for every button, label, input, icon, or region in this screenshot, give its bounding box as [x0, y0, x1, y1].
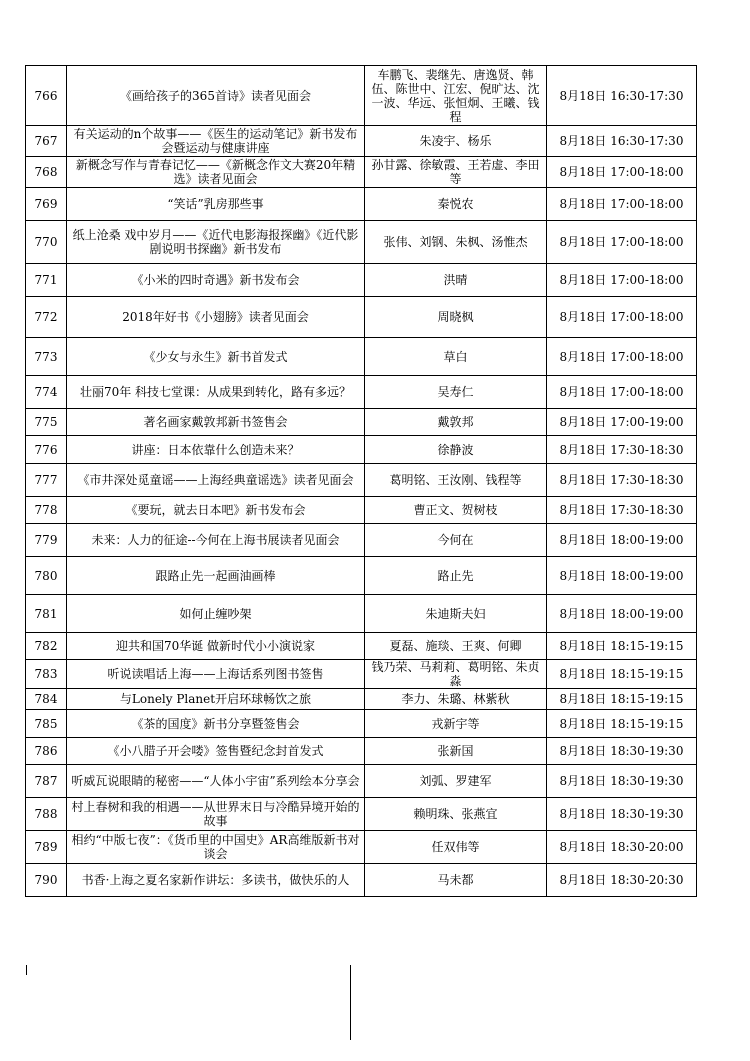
event-guests: 赖明珠、张燕宜 [365, 798, 547, 831]
event-title: 书香·上海之夏名家新作讲坛：多读书，做快乐的人 [67, 864, 365, 897]
event-guests: 李力、朱璐、林紫秋 [365, 689, 547, 710]
row-number: 788 [26, 798, 67, 831]
event-time: 8月18日 17:00-18:00 [547, 188, 697, 221]
event-time: 8月18日 16:30-17:30 [547, 126, 697, 157]
event-title: 相约“中版七夜”：《货币里的中国史》AR高维版新书对谈会 [67, 831, 365, 864]
event-guests: 戴敦邦 [365, 409, 547, 436]
row-number: 778 [26, 497, 67, 524]
row-number: 789 [26, 831, 67, 864]
event-guests: 路止先 [365, 557, 547, 595]
row-number: 780 [26, 557, 67, 595]
event-time: 8月18日 18:15-19:15 [547, 633, 697, 660]
event-title: 新概念写作与青春记忆——《新概念作文大赛20年精选》读者见面会 [67, 157, 365, 188]
event-guests: 曹正文、贺树枝 [365, 497, 547, 524]
event-title: 《画给孩子的365首诗》读者见面会 [67, 66, 365, 126]
event-guests: 刘弧、罗建军 [365, 765, 547, 798]
event-title: 《市井深处觅童谣——上海经典童谣选》读者见面会 [67, 464, 365, 497]
event-title: 听说读唱话上海——上海话系列图书签售 [67, 660, 365, 689]
table-row [26, 689, 697, 710]
event-title: 《少女与永生》新书首发式 [67, 338, 365, 376]
event-title: 著名画家戴敦邦新书签售会 [67, 409, 365, 436]
event-title: 听威瓦说眼睛的秘密——“人体小宇宙”系列绘本分享会 [67, 765, 365, 798]
table-row [26, 464, 697, 497]
event-title: 壮丽70年 科技七堂课：从成果到转化，路有多远？ [67, 376, 365, 409]
event-guests: 张伟、刘钢、朱枫、汤惟杰 [365, 221, 547, 264]
row-number: 785 [26, 710, 67, 738]
table-row [26, 157, 697, 188]
row-number: 768 [26, 157, 67, 188]
event-time: 8月18日 17:30-18:30 [547, 497, 697, 524]
row-number: 777 [26, 464, 67, 497]
row-number: 784 [26, 689, 67, 710]
event-title: 与Lonely Planet开启环球畅饮之旅 [67, 689, 365, 710]
row-number: 776 [26, 436, 67, 464]
event-title: 村上春树和我的相遇——从世界末日与冷酷异境开始的故事 [67, 798, 365, 831]
row-number: 779 [26, 524, 67, 557]
event-time: 8月18日 17:00-18:00 [547, 264, 697, 297]
table-row [26, 409, 697, 436]
table-row [26, 798, 697, 831]
table-row [26, 864, 697, 897]
table-row [26, 831, 697, 864]
event-guests: 葛明铭、王汝刚、钱程等 [365, 464, 547, 497]
event-guests: 车鹏飞、裴继先、唐逸贤、韩伍、陈世中、江宏、倪旷达、沈一波、华远、张恒炯、王曦、钱程 [365, 66, 547, 126]
event-title: 《小米的四时奇遇》新书发布会 [67, 264, 365, 297]
table-row [26, 66, 697, 126]
row-number: 766 [26, 66, 67, 126]
event-time: 8月18日 18:30-20:30 [547, 864, 697, 897]
table-row [26, 633, 697, 660]
event-time: 8月18日 17:00-18:00 [547, 338, 697, 376]
row-number: 767 [26, 126, 67, 157]
event-guests: 孙甘露、徐敏霞、王若虚、李田等 [365, 157, 547, 188]
event-time: 8月18日 18:15-19:15 [547, 660, 697, 689]
row-number: 769 [26, 188, 67, 221]
event-guests: 朱迪斯夫妇 [365, 595, 547, 633]
table-row [26, 497, 697, 524]
event-guests: 今何在 [365, 524, 547, 557]
event-guests: 徐静波 [365, 436, 547, 464]
event-time: 8月18日 18:30-19:30 [547, 738, 697, 765]
event-guests: 朱凌宇、杨乐 [365, 126, 547, 157]
table-row [26, 338, 697, 376]
row-number: 772 [26, 297, 67, 338]
event-guests: 吴寿仁 [365, 376, 547, 409]
table-row [26, 126, 697, 157]
event-time: 8月18日 17:30-18:30 [547, 436, 697, 464]
event-title: 未来：人力的征途--今何在上海书展读者见面会 [67, 524, 365, 557]
table-column-divider [350, 965, 351, 1040]
event-title: “笑话”乳房那些事 [67, 188, 365, 221]
event-time: 8月18日 17:00-19:00 [547, 409, 697, 436]
row-number: 773 [26, 338, 67, 376]
event-guests: 钱乃荣、马莉莉、葛明铭、朱贞淼 [365, 660, 547, 689]
event-title: 纸上沧桑 戏中岁月——《近代电影海报探幽》《近代影剧说明书探幽》新书发布 [67, 221, 365, 264]
table-row [26, 221, 697, 264]
table-tail-lines [26, 965, 326, 1040]
row-number: 771 [26, 264, 67, 297]
event-time: 8月18日 17:00-18:00 [547, 221, 697, 264]
table-row [26, 524, 697, 557]
table-row [26, 436, 697, 464]
event-title: 迎共和国70华诞 做新时代小小演说家 [67, 633, 365, 660]
event-time: 8月18日 16:30-17:30 [547, 66, 697, 126]
table-left-edge [26, 965, 27, 975]
event-title: 讲座：日本依靠什么创造未来？ [67, 436, 365, 464]
event-title: 有关运动的n个故事——《医生的运动笔记》新书发布会暨运动与健康讲座 [67, 126, 365, 157]
row-number: 781 [26, 595, 67, 633]
event-time: 8月18日 18:30-19:30 [547, 798, 697, 831]
schedule-table [25, 65, 697, 897]
row-number: 770 [26, 221, 67, 264]
event-time: 8月18日 18:15-19:15 [547, 710, 697, 738]
event-guests: 任双伟等 [365, 831, 547, 864]
event-time: 8月18日 18:30-19:30 [547, 765, 697, 798]
event-time: 8月18日 18:00-19:00 [547, 557, 697, 595]
event-time: 8月18日 17:00-18:00 [547, 157, 697, 188]
row-number: 787 [26, 765, 67, 798]
table-row [26, 188, 697, 221]
event-guests: 秦悦农 [365, 188, 547, 221]
event-title: 跟路止先一起画油画棒 [67, 557, 365, 595]
event-guests: 周晓枫 [365, 297, 547, 338]
event-guests: 草白 [365, 338, 547, 376]
event-time: 8月18日 17:00-18:00 [547, 297, 697, 338]
event-guests: 洪晴 [365, 264, 547, 297]
event-title: 《要玩，就去日本吧》新书发布会 [67, 497, 365, 524]
event-time: 8月18日 18:15-19:15 [547, 689, 697, 710]
table-row [26, 297, 697, 338]
schedule-body [26, 66, 697, 897]
event-title: 2018年好书《小翅膀》读者见面会 [67, 297, 365, 338]
table-row [26, 660, 697, 689]
event-guests: 戎新宇等 [365, 710, 547, 738]
table-row [26, 376, 697, 409]
event-title: 如何止缠吵架 [67, 595, 365, 633]
event-time: 8月18日 17:00-18:00 [547, 376, 697, 409]
row-number: 774 [26, 376, 67, 409]
table-row [26, 710, 697, 738]
row-number: 790 [26, 864, 67, 897]
event-title: 《茶的国度》新书分享暨签售会 [67, 710, 365, 738]
table-row [26, 264, 697, 297]
event-time: 8月18日 18:00-19:00 [547, 595, 697, 633]
row-number: 775 [26, 409, 67, 436]
row-number: 786 [26, 738, 67, 765]
table-row [26, 738, 697, 765]
table-row [26, 595, 697, 633]
event-time: 8月18日 18:00-19:00 [547, 524, 697, 557]
event-time: 8月18日 18:30-20:00 [547, 831, 697, 864]
event-guests: 马未都 [365, 864, 547, 897]
event-title: 《小八腊子开会喽》签售暨纪念封首发式 [67, 738, 365, 765]
event-guests: 夏磊、施琰、王爽、何卿 [365, 633, 547, 660]
event-time: 8月18日 17:30-18:30 [547, 464, 697, 497]
event-guests: 张新国 [365, 738, 547, 765]
row-number: 782 [26, 633, 67, 660]
table-row [26, 557, 697, 595]
table-row [26, 765, 697, 798]
row-number: 783 [26, 660, 67, 689]
